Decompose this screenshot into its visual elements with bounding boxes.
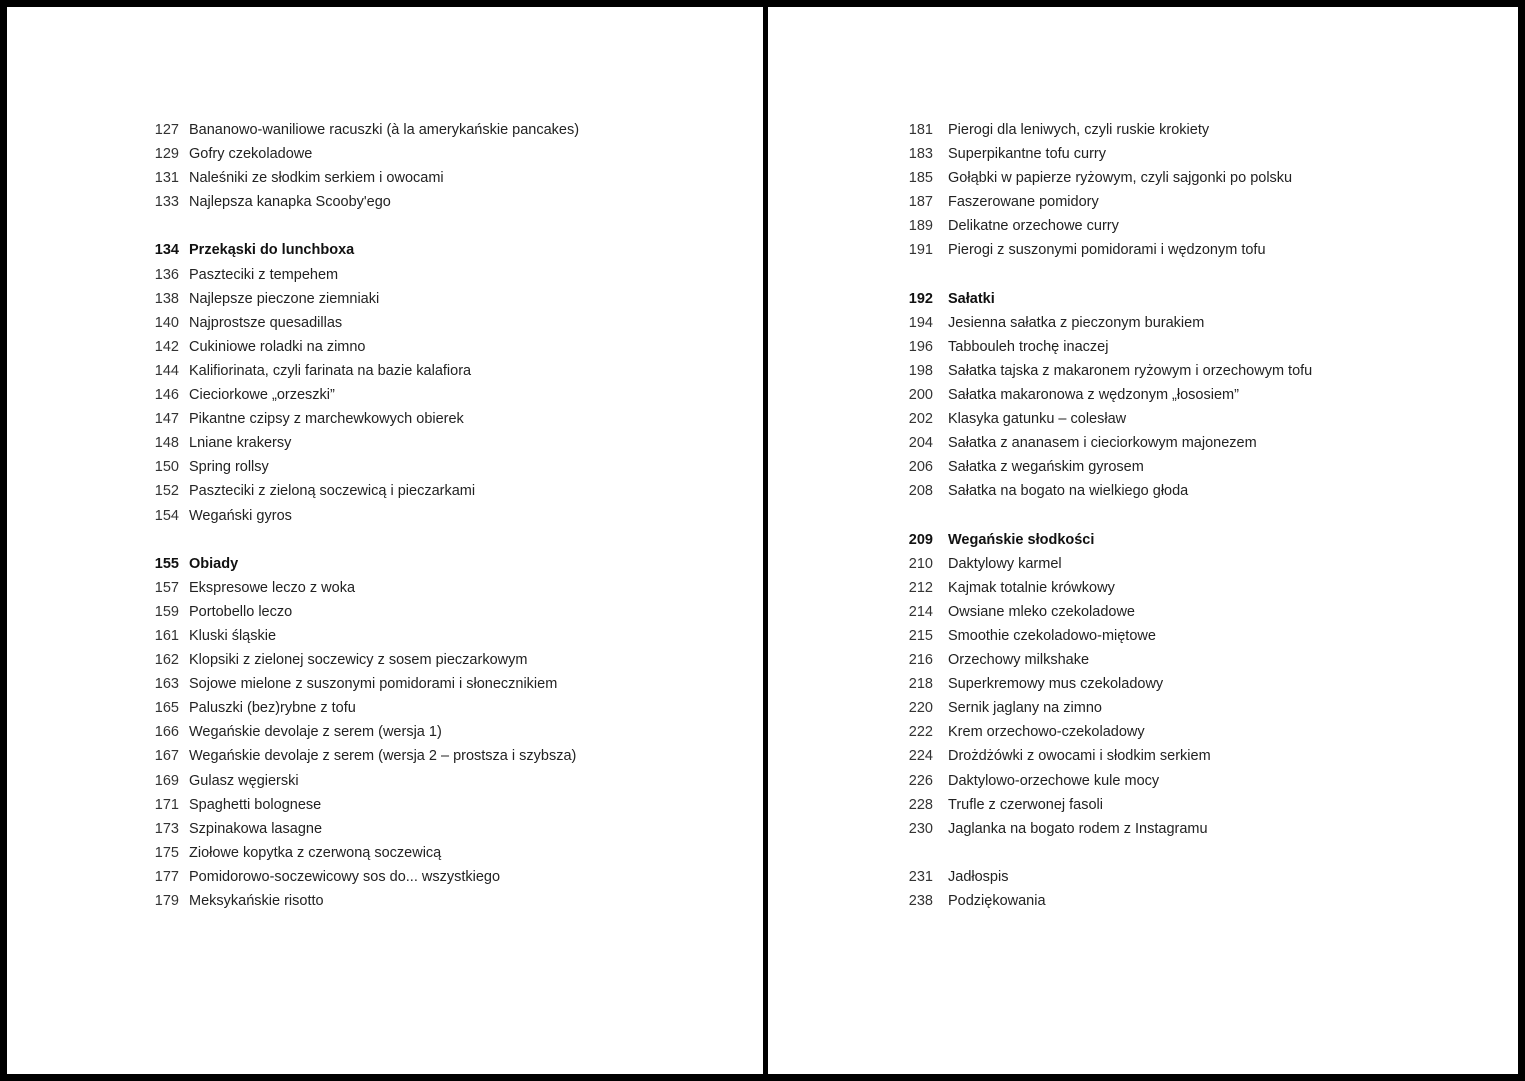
page-number: 162 <box>154 652 179 669</box>
entry-title: Pierogi dla leniwych, czyli ruskie krokiety <box>948 122 1210 138</box>
entry-title: Orzechowy milkshake <box>948 652 1090 669</box>
toc-entry <box>903 744 1312 768</box>
entry-title: Kluski śląskie <box>189 627 277 644</box>
entry-title: Sałatka makaronowa z wędzonym „łososiem” <box>948 387 1239 404</box>
page-number: 179 <box>154 893 179 909</box>
section-title: Wegańskie słodkości <box>948 531 1095 548</box>
toc-entry <box>143 263 579 287</box>
page-number: 215 <box>908 627 933 644</box>
entry-title: Sałatka na bogato na wielkiego głoda <box>948 483 1189 500</box>
page-number: 140 <box>154 314 179 331</box>
page-number: 202 <box>908 411 933 428</box>
page-number: 214 <box>908 603 933 620</box>
table-of-contents-right <box>903 118 1312 913</box>
toc-entry <box>143 166 579 190</box>
entry-title: Sałatka z ananasem i cieciorkowym majonezem <box>948 435 1257 452</box>
toc-entry <box>143 118 579 142</box>
entry-title: Spring rollsy <box>189 459 269 476</box>
entry-title: Naleśniki ze słodkim serkiem i owocami <box>189 170 444 187</box>
page-number: 142 <box>154 338 179 355</box>
entry-title: Owsiane mleko czekoladowe <box>948 603 1135 620</box>
toc-entry <box>143 841 579 865</box>
entry-title: Bananowo-waniliowe racuszki (à la amerykańskie pancakes) <box>189 122 580 138</box>
toc-entry <box>143 311 579 335</box>
section-spacer <box>903 263 1312 287</box>
toc-entry <box>143 455 579 479</box>
page-number: 238 <box>908 893 933 909</box>
entry-title: Gofry czekoladowe <box>189 146 313 163</box>
toc-entry <box>903 817 1312 841</box>
entry-title: Kajmak totalnie krówkowy <box>948 579 1115 596</box>
entry-title: Paluszki (bez)rybne z tofu <box>189 700 356 717</box>
toc-entry <box>143 696 579 720</box>
toc-entry <box>903 865 1312 889</box>
page-number: 131 <box>154 170 179 187</box>
section-heading <box>143 238 579 262</box>
entry-title: Podziękowania <box>948 893 1046 909</box>
page-number: 148 <box>154 435 179 452</box>
entry-title: Krem orzechowo-czekoladowy <box>948 724 1145 741</box>
page-number: 222 <box>908 724 933 741</box>
entry-title: Superkremowy mus czekoladowy <box>948 676 1164 693</box>
entry-title: Wegański gyros <box>189 507 292 524</box>
section-spacer <box>143 214 579 238</box>
entry-title: Najlepsze pieczone ziemniaki <box>189 290 380 307</box>
entry-title: Pomidorowo-soczewicowy sos do... wszystkiego <box>189 868 501 885</box>
entry-title: Delikatne orzechowe curry <box>948 218 1119 235</box>
page-number: 147 <box>154 411 179 428</box>
page-number: 152 <box>154 483 179 500</box>
page-number: 196 <box>908 338 933 355</box>
toc-entry <box>903 455 1312 479</box>
page-number: 144 <box>154 362 179 379</box>
toc-entry <box>903 166 1312 190</box>
entry-title: Wegańskie devolaje z serem (wersja 2 – prostsza i szybsza) <box>189 748 577 765</box>
section-title: Sałatki <box>948 290 995 307</box>
toc-entry <box>143 407 579 431</box>
entry-title: Gulasz węgierski <box>189 772 299 789</box>
toc-entry <box>903 769 1312 793</box>
page-number: 189 <box>908 218 933 235</box>
page-number: 173 <box>154 820 179 837</box>
page-number: 220 <box>908 700 933 717</box>
toc-entry <box>143 817 579 841</box>
entry-title: Wegańskie devolaje z serem (wersja 1) <box>189 724 442 741</box>
toc-entry <box>143 624 579 648</box>
page-number: 138 <box>154 290 179 307</box>
page-number: 185 <box>908 170 933 187</box>
entry-title: Lniane krakersy <box>189 435 292 452</box>
toc-entry <box>903 142 1312 166</box>
entry-title: Drożdżówki z owocami i słodkim serkiem <box>948 748 1211 765</box>
toc-entry <box>903 214 1312 238</box>
page-number: 208 <box>908 483 933 500</box>
page-number: 167 <box>154 748 179 765</box>
toc-entry <box>903 696 1312 720</box>
toc-entry <box>143 600 579 624</box>
entry-title: Portobello leczo <box>189 603 293 620</box>
entry-title: Sojowe mielone z suszonymi pomidorami i słonecznikiem <box>189 676 558 693</box>
page-number: 133 <box>154 194 179 211</box>
toc-entry <box>143 287 579 311</box>
toc-entry <box>903 889 1312 913</box>
section-spacer <box>903 504 1312 528</box>
page-number: 175 <box>154 844 179 861</box>
toc-entry <box>143 793 579 817</box>
page-number: 183 <box>908 146 933 163</box>
page-number: 224 <box>908 748 933 765</box>
toc-entry <box>903 672 1312 696</box>
page-number: 155 <box>154 555 179 572</box>
entry-title: Pikantne czipsy z marchewkowych obierek <box>189 411 464 428</box>
toc-entry <box>903 479 1312 503</box>
page-number: 218 <box>908 676 933 693</box>
toc-entry <box>903 383 1312 407</box>
entry-title: Najprostsze quesadillas <box>189 314 343 331</box>
toc-entry <box>903 190 1312 214</box>
toc-entry <box>143 359 579 383</box>
page-number: 204 <box>908 435 933 452</box>
entry-title: Daktylowo-orzechowe kule mocy <box>948 772 1160 789</box>
toc-entry <box>903 359 1312 383</box>
toc-entry <box>903 311 1312 335</box>
page-number: 210 <box>908 555 933 572</box>
section-heading <box>903 528 1312 552</box>
page-number: 212 <box>908 579 933 596</box>
section-heading <box>143 552 579 576</box>
toc-entry <box>903 552 1312 576</box>
toc-entry <box>143 335 579 359</box>
toc-entry <box>143 479 579 503</box>
page-number: 146 <box>154 387 179 404</box>
toc-entry <box>143 648 579 672</box>
entry-title: Ekspresowe leczo z woka <box>189 579 356 596</box>
page-number: 159 <box>154 603 179 620</box>
page-number: 165 <box>154 700 179 717</box>
toc-entry <box>143 383 579 407</box>
entry-title: Klasyka gatunku – colesław <box>948 411 1127 428</box>
right-page <box>768 7 1518 1074</box>
entry-title: Spaghetti bolognese <box>189 796 322 813</box>
entry-title: Daktylowy karmel <box>948 555 1062 572</box>
toc-entry <box>903 431 1312 455</box>
entry-title: Trufle z czerwonej fasoli <box>948 796 1103 813</box>
entry-title: Gołąbki w papierze ryżowym, czyli sajgonki po polsku <box>948 170 1293 187</box>
entry-title: Paszteciki z zieloną soczewicą i pieczarkami <box>189 483 476 500</box>
entry-title: Smoothie czekoladowo-miętowe <box>948 627 1156 644</box>
page-number: 129 <box>154 146 179 163</box>
toc-entry <box>143 504 579 528</box>
entry-title: Tabbouleh trochę inaczej <box>948 338 1109 355</box>
page-number: 154 <box>154 507 179 524</box>
page-number: 209 <box>908 531 933 548</box>
toc-entry <box>143 889 579 913</box>
toc-entry <box>143 431 579 455</box>
section-heading <box>903 287 1312 311</box>
toc-entry <box>143 744 579 768</box>
toc-entry <box>143 190 579 214</box>
page-number: 127 <box>154 122 179 138</box>
page-number: 136 <box>154 266 179 283</box>
page-number: 191 <box>908 242 933 259</box>
entry-title: Jesienna sałatka z pieczonym burakiem <box>948 314 1205 331</box>
entry-title: Szpinakowa lasagne <box>189 820 323 837</box>
page-number: 230 <box>908 820 933 837</box>
toc-entry <box>903 624 1312 648</box>
section-spacer <box>143 528 579 552</box>
page-number: 231 <box>908 868 933 885</box>
entry-title: Cieciorkowe „orzeszki” <box>189 387 335 404</box>
toc-entry <box>143 576 579 600</box>
page-number: 150 <box>154 459 179 476</box>
page-number: 171 <box>154 796 179 813</box>
entry-title: Pierogi z suszonymi pomidorami i wędzonym tofu <box>948 242 1266 259</box>
page-number: 161 <box>154 627 179 644</box>
entry-title: Superpikantne tofu curry <box>948 146 1106 163</box>
page-number: 157 <box>154 579 179 596</box>
page-number: 206 <box>908 459 933 476</box>
toc-entry <box>903 118 1312 142</box>
entry-title: Jadłospis <box>948 868 1009 885</box>
page-number: 169 <box>154 772 179 789</box>
entry-title: Meksykańskie risotto <box>189 893 324 909</box>
toc-entry <box>143 720 579 744</box>
entry-title: Kalifiorinata, czyli farinata na bazie kalafiora <box>189 362 472 379</box>
toc-entry <box>903 648 1312 672</box>
section-title: Przekąski do lunchboxa <box>189 242 355 259</box>
entry-title: Najlepsza kanapka Scooby'ego <box>189 194 391 211</box>
toc-entry <box>903 600 1312 624</box>
page-number: 228 <box>908 796 933 813</box>
section-spacer <box>903 841 1312 865</box>
left-page <box>7 7 763 1074</box>
page-number: 187 <box>908 194 933 211</box>
entry-title: Klopsiki z zielonej soczewicy z sosem pieczarkowym <box>189 652 528 669</box>
table-of-contents-left <box>143 118 579 913</box>
toc-entry <box>903 238 1312 262</box>
toc-entry <box>143 865 579 889</box>
toc-entry <box>903 576 1312 600</box>
toc-entry <box>143 672 579 696</box>
section-title: Obiady <box>189 555 239 572</box>
entry-title: Sernik jaglany na zimno <box>948 700 1102 717</box>
entry-title: Paszteciki z tempehem <box>189 266 339 283</box>
page-number: 192 <box>908 290 933 307</box>
toc-entry <box>903 335 1312 359</box>
entry-title: Jaglanka na bogato rodem z Instagramu <box>948 820 1208 837</box>
page-number: 163 <box>154 676 179 693</box>
entry-title: Sałatka tajska z makaronem ryżowym i orzechowym tofu <box>948 362 1313 379</box>
page-number: 194 <box>908 314 933 331</box>
page-number: 200 <box>908 387 933 404</box>
entry-title: Ziołowe kopytka z czerwoną soczewicą <box>189 844 442 861</box>
toc-entry <box>143 142 579 166</box>
page-number: 226 <box>908 772 933 789</box>
page-number: 198 <box>908 362 933 379</box>
toc-entry <box>903 793 1312 817</box>
page-number: 216 <box>908 652 933 669</box>
toc-entry <box>903 720 1312 744</box>
entry-title: Cukiniowe roladki na zimno <box>189 338 366 355</box>
toc-entry <box>143 769 579 793</box>
entry-title: Faszerowane pomidory <box>948 194 1099 211</box>
page-number: 134 <box>154 242 179 259</box>
toc-entry <box>903 407 1312 431</box>
entry-title: Sałatka z wegańskim gyrosem <box>948 459 1144 476</box>
page-number: 166 <box>154 724 179 741</box>
page-number: 181 <box>908 122 933 138</box>
page-number: 177 <box>154 868 179 885</box>
